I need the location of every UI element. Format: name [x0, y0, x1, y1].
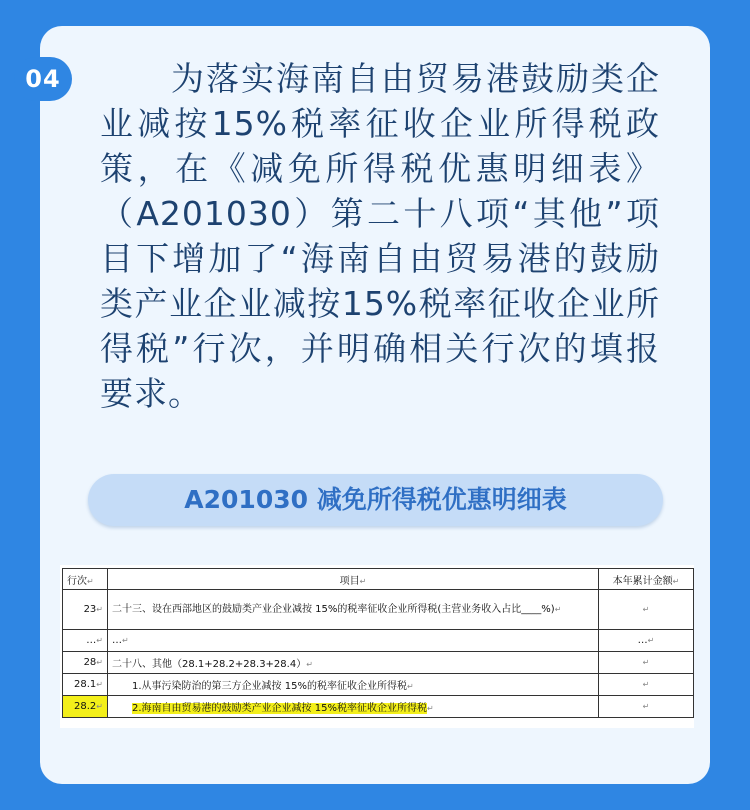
row-amount: ↵ — [599, 590, 694, 630]
paragraph-text: 为落实海南自由贸易港鼓励类企业减按15%税率征收企业所得税政策，在《减免所得税优惠明细表》（A201030）第二十八项“其他”项目下增加了“海南自由贸易港的鼓励类产业企业减按15%税率征收企业所得税”行次，并明确相关行次的填报要求。 — [100, 59, 660, 413]
header-row-number: 行次↵ — [63, 569, 108, 590]
row-amount: ↵ — [599, 652, 694, 674]
table-row — [63, 674, 694, 696]
row-amount: …↵ — [599, 630, 694, 652]
header-item: 项目↵ — [108, 569, 599, 590]
table-title: A201030 减免所得税优惠明细表 — [184, 485, 567, 514]
row-item: …↵ — [108, 630, 599, 652]
row-amount: ↵ — [599, 674, 694, 696]
row-number: 28↵ — [63, 652, 108, 674]
row-item: 2.海南自由贸易港的鼓励类产业企业减按 15%税率征收企业所得税↵ — [108, 696, 599, 718]
header-amount: 本年累计金额↵ — [599, 569, 694, 590]
table-row — [63, 630, 694, 652]
row-number: 28.2↵ — [63, 696, 108, 718]
form-table-image — [60, 565, 694, 728]
row-number: …↵ — [63, 630, 108, 652]
policy-paragraph — [100, 56, 660, 416]
row-item: 1.从事污染防治的第三方企业减按 15%的税率征收企业所得税↵ — [108, 674, 599, 696]
row-amount: ↵ — [599, 696, 694, 718]
row-number: 23↵ — [63, 590, 108, 630]
table-row — [63, 652, 694, 674]
row-number: 28.1↵ — [63, 674, 108, 696]
highlighted-item-text: 2.海南自由贸易港的鼓励类产业企业减按 15%税率征收企业所得税 — [132, 703, 427, 714]
table-row — [63, 590, 694, 630]
deduction-table — [62, 568, 694, 718]
row-item: 二十三、设在西部地区的鼓励类产业企业减按 15%的税率征收企业所得税(主营业务收入占比____%)↵ — [108, 590, 599, 630]
table-row-highlighted — [63, 696, 694, 718]
row-item: 二十八、其他（28.1+28.2+28.3+28.4）↵ — [108, 652, 599, 674]
section-number-badge: 04 — [14, 57, 72, 101]
table-title-bar — [88, 474, 663, 526]
table-header-row — [63, 569, 694, 590]
